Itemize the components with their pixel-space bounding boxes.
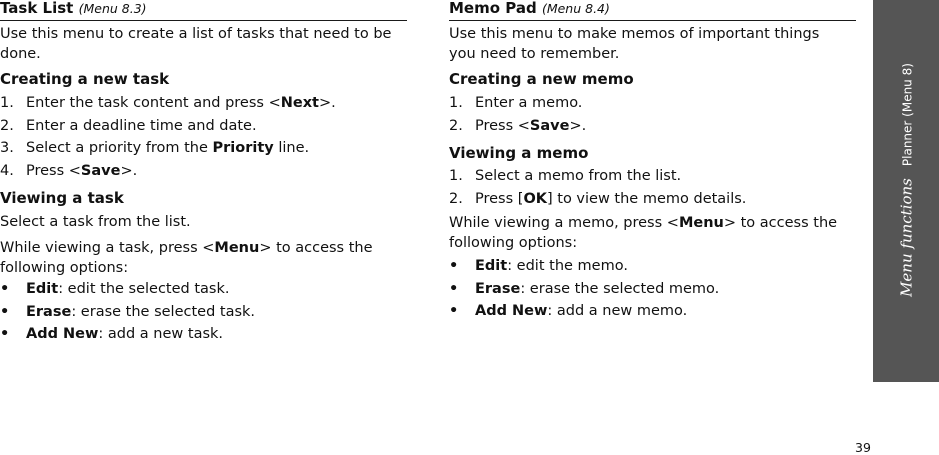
task-options-list — [0, 279, 255, 347]
list-item: 2. Press [OK] to view the memo details. — [449, 190, 747, 207]
task-list-intro: Use this menu to create a list of tasks that need to be done. — [0, 26, 392, 62]
list-item: • Add New: add a new task. — [0, 326, 224, 343]
list-item: 4. Press <Save>. — [0, 163, 138, 180]
memo-options-list — [449, 256, 719, 324]
list-item: • Edit: edit the memo. — [449, 258, 628, 274]
list-item: 3. Select a priority from the Priority line. — [0, 140, 310, 157]
task-list-title-bar — [0, 0, 407, 21]
memo-view-heading: Viewing a memo — [449, 144, 589, 162]
task-list-title: Task List (Menu 8.3) — [0, 0, 147, 17]
list-item: • Add New: add a new memo. — [449, 303, 688, 320]
task-create-steps — [0, 93, 336, 184]
memo-pad-column — [449, 0, 856, 320]
list-item: • Erase: erase the selected memo. — [449, 280, 720, 297]
list-item: 2. Press <Save>. — [449, 117, 587, 134]
list-item: 1. Enter the task content and press <Next>. — [0, 95, 336, 111]
task-create-heading: Creating a new task — [0, 70, 170, 88]
memo-view-steps — [449, 166, 746, 211]
memo-view-menu-text: While viewing a memo, press <Menu> to access the following options: — [449, 215, 838, 251]
chapter-side-tab — [873, 0, 939, 382]
list-item: 1. Enter a memo. — [449, 95, 583, 111]
task-view-text: Select a task from the list. — [0, 214, 191, 230]
memo-create-heading: Creating a new memo — [449, 70, 634, 88]
memo-pad-intro: Use this menu to make memos of important things you need to remember. — [449, 26, 820, 62]
task-view-menu-text: While viewing a task, press <Menu> to access the following options: — [0, 240, 373, 276]
side-tab-subtitle: Planner (Menu 8) — [900, 63, 915, 167]
list-item: 1. Select a memo from the list. — [449, 168, 682, 184]
task-list-column — [0, 0, 407, 343]
memo-create-steps — [449, 93, 586, 138]
page-number: 39 — [855, 440, 871, 455]
memo-pad-title: Memo Pad (Menu 8.4) — [449, 0, 610, 17]
side-tab-text — [897, 63, 916, 297]
task-view-heading: Viewing a task — [0, 189, 124, 207]
list-item: 2. Enter a deadline time and date. — [0, 117, 257, 134]
list-item: • Erase: erase the selected task. — [0, 303, 256, 320]
memo-pad-title-bar — [449, 0, 856, 21]
list-item: • Edit: edit the selected task. — [0, 281, 230, 297]
side-tab-title: Menu functions — [897, 178, 916, 297]
